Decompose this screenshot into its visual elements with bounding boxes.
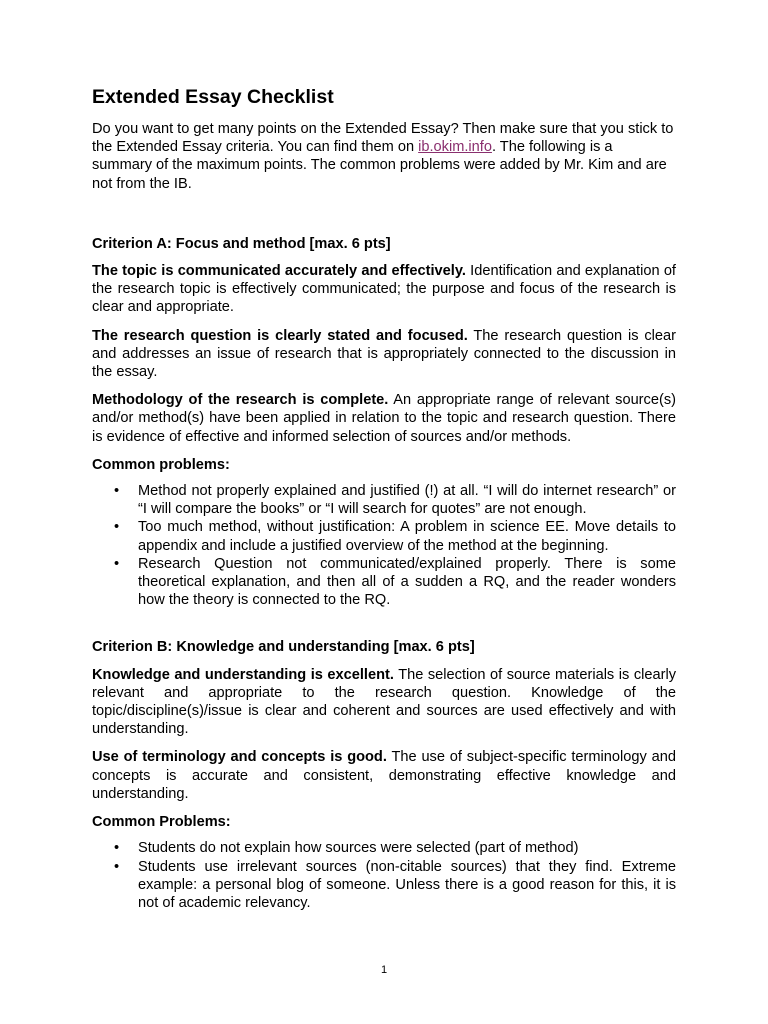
paragraph-text: The selection of source materials is clearly relevant and appropriate to the research question. Knowledge of the topic/discipline(s)/issue is clear and coherent and sources are used effectively and with understanding. — [92, 666, 676, 738]
paragraph-text: Identification and explanation of the research topic is effectively communicated; the purpose and focus of the research is clear and appropriate. — [92, 263, 676, 316]
criterion-a-paragraph-research-question — [92, 327, 676, 382]
bullet-icon: • — [114, 555, 120, 572]
intro-text-end: . The following is a summary of the maximum points. The common problems were added by Mr. Kim and are not from the IB. — [92, 139, 667, 192]
criteria-link[interactable]: ib.okim.info — [418, 139, 492, 156]
criterion-a-paragraph-topic — [92, 262, 676, 317]
list-item — [92, 555, 676, 610]
intro-paragraph — [92, 120, 676, 193]
intro-text-start: Do you want to get many points on the Extended Essay? Then make sure that you stick to the Extended Essay criteria. You can find them on — [92, 121, 674, 156]
bullet-icon: • — [114, 858, 120, 875]
criterion-b-problems-heading: Common Problems: — [92, 814, 231, 831]
list-item-text: Method not properly explained and justified (!) at all. “I will do internet research” or “I will compare the books” or “I will search for quotes” are not enough. — [138, 483, 676, 518]
bullet-icon: • — [114, 840, 120, 857]
criterion-b-paragraph-terminology — [92, 748, 676, 803]
document-page — [92, 84, 676, 912]
criterion-a-problems-heading: Common problems: — [92, 456, 230, 473]
paragraph-text: An appropriate range of relevant source(s) and/or method(s) have been applied in relation to the topic and research question. There is evidence of effective and informed selection of sources and/or methods. — [92, 392, 676, 445]
list-item — [92, 482, 676, 518]
bullet-icon: • — [114, 483, 120, 500]
bullet-icon: • — [114, 519, 120, 536]
list-item-text: Students do not explain how sources were selected (part of method) — [138, 840, 579, 857]
list-item-text: Too much method, without justification: A problem in science EE. Move details to appendix and include a justified overview of the method at the beginning. — [138, 519, 676, 554]
document-title: Extended Essay Checklist — [92, 86, 334, 108]
criterion-a-paragraph-methodology — [92, 391, 676, 446]
criterion-b-problems-list — [92, 839, 676, 912]
paragraph-lead: Use of terminology and concepts is good. — [92, 749, 387, 766]
paragraph-lead: Methodology of the research is complete. — [92, 392, 389, 409]
criterion-a-problems-list — [92, 482, 676, 609]
list-item — [92, 858, 676, 913]
paragraph-lead: Knowledge and understanding is excellent. — [92, 666, 394, 683]
paragraph-lead: The research question is clearly stated and focused. — [92, 327, 468, 344]
criterion-b-heading: Criterion B: Knowledge and understanding [max. 6 pts] — [92, 639, 475, 656]
list-item-text: Research Question not communicated/explained properly. There is some theoretical explanation, and then all of a sudden a RQ, and the reader wonders how the theory is connected to the RQ. — [138, 555, 676, 609]
criterion-b-paragraph-knowledge — [92, 666, 676, 739]
list-item — [92, 839, 676, 857]
criterion-a-heading: Criterion A: Focus and method [max. 6 pts] — [92, 235, 391, 252]
paragraph-text: The use of subject-specific terminology and concepts is accurate and consistent, demonstrating effective knowledge and understanding. — [92, 749, 676, 802]
page-number: 1 — [380, 964, 388, 976]
paragraph-text: The research question is clear and addresses an issue of research that is appropriately connected to the discussion in the essay. — [92, 327, 676, 381]
list-item-text: Students use irrelevant sources (non-citable sources) that they find. Extreme example: a personal blog of someone. Unless there is a good reason for this, it is not of academic relevancy. — [138, 858, 676, 911]
list-item — [92, 518, 676, 554]
paragraph-lead: The topic is communicated accurately and effectively. — [92, 263, 466, 280]
